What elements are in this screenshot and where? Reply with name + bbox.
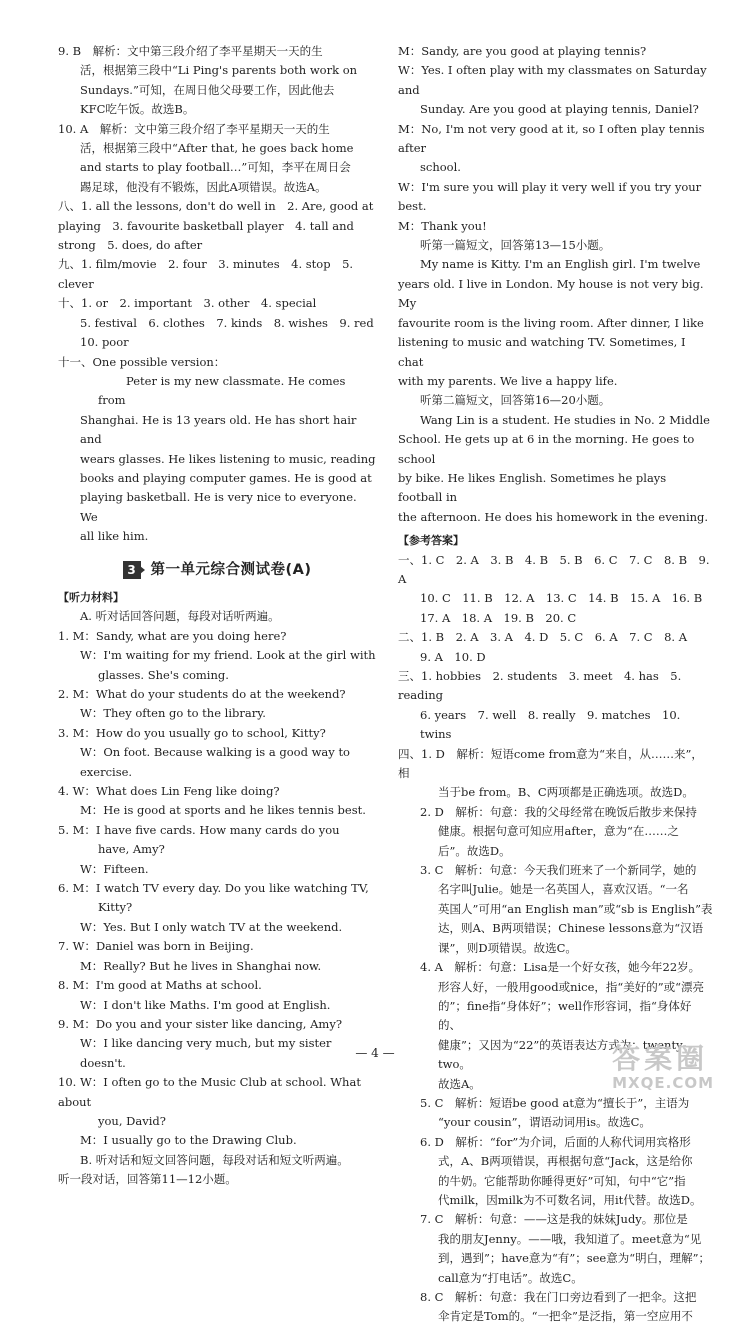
answer-key [398,551,714,1327]
text-line: My name is Kitty. I'm an English girl. I'm twelve [420,257,701,272]
text-line: 听第二篇短文，回答第16—20小题。 [420,393,611,408]
watermark-logo [612,1044,714,1093]
text-line: 活，根据第三段中“After that, he goes back home [80,141,354,156]
text-line: call意为“打电话”。故选C。 [438,1270,583,1285]
text-line: wears glasses. He likes listening to music, reading [80,451,376,466]
text-line: 十、1. or 2. important 3. other 4. special [58,296,317,311]
text-line: W：Yes. I often play with my classmates on Saturday and [398,63,707,97]
text-line: 达，则A、B两项错误；Chinese lessons意为“汉语 [438,921,704,936]
text-line: School. He gets up at 6 in the morning. He goes to school [398,432,695,466]
text-line: A. 听对话回答问题，每段对话听两遍。 [80,609,280,624]
text-line: M：Sandy, are you good at playing tennis? [398,44,647,58]
answer-key-heading: 【参考答案】 [398,534,464,548]
text-line: 后”。故选D。 [438,843,511,858]
text-line: 听一段对话，回答第11—12小题。 [58,1172,237,1187]
text-line: Sunday. Are you good at playing tennis, Daniel? [420,102,699,117]
text-line: 伞肯定是Tom的。“一把伞”是泛指，第一空应用不 [438,1309,693,1324]
text-line: playing basketball. He is very nice to everyone. We [80,490,357,524]
text-line: 9. B 解析：文中第三段介绍了李平星期天一天的生 [58,44,323,58]
text-line: 形容人好，一般用good或nice，指“美好的”或“漂亮 [438,979,705,994]
listening-transcript-continued [398,42,714,527]
text-line: 当于be from。B、C两项都是正确选项。故选D。 [438,785,694,800]
text-line: 9. A 10. D [420,649,486,664]
text-line: 10. C 11. B 12. A 13. C 14. B 15. A 16. B [420,591,703,606]
text-line: W：I like dancing very much, but my sister doesn't. [80,1036,332,1070]
text-line: favourite room is the living room. After dinner, I like [398,315,704,330]
text-line: 2. D 解析：句意：我的父母经常在晚饭后散步来保持 [420,804,697,819]
text-line: B. 听对话和短文回答问题，每段对话和短文听两遍。 [80,1152,349,1167]
text-line: 3. C 解析：句意：今天我们班来了一个新同学，她的 [420,863,697,878]
text-line: M：I usually go to the Drawing Club. [80,1133,297,1148]
text-line: W：On foot. Because walking is a good way to exercise. [80,745,350,779]
text-line: M：Thank you! [398,218,487,233]
text-line: 6. M：I watch TV every day. Do you like watching TV, [58,881,369,896]
text-line: 8. M：I'm good at Maths at school. [58,978,262,993]
text-line: 二、1. B 2. A 3. A 4. D 5. C 6. A 7. C 8. A [398,630,688,645]
text-line: “your cousin”，谓语动词用is。故选C。 [438,1115,651,1130]
text-line: 3. M：How do you usually go to school, Kitty? [58,725,326,740]
text-line: 8. C 解析：句意：我在门口旁边看到了一把伞。这把 [420,1290,697,1304]
text-line: 听第一篇短文，回答第13—15小题。 [420,238,611,253]
text-line: M：No, I'm not very good at it, so I often play tennis after [398,121,705,156]
watermark-url: MXQE.COM [612,1074,714,1092]
text-line: 10. W：I often go to the Music Club at school. What about [58,1075,361,1109]
left-answers-continued [58,42,376,547]
text-line: 9. M：Do you and your sister like dancing, Amy? [58,1016,342,1031]
text-line: 6. years 7. well 8. really 9. matches 10. twins [420,707,681,742]
text-line: 我的朋友Jenny。——哦，我知道了。meet意为“见 [438,1231,702,1246]
text-line: 7. W：Daniel was born in Beijing. [58,939,254,954]
text-line: Wang Lin is a student. He studies in No. 2 Middle [420,412,710,427]
listening-material-heading: 【听力材料】 [58,590,124,604]
text-line: Peter is my new classmate. He comes from [98,373,346,408]
listening-transcript [58,607,376,1189]
text-line: W：I don't like Maths. I'm good at English. [80,997,331,1012]
text-line: 4. W：What does Lin Feng like doing? [58,784,280,799]
text-line: 10. poor [80,335,129,350]
text-line: 10. A 解析：文中第三段介绍了李平星期天一天的生 [58,121,330,136]
text-line: 课”，则D项错误。故选C。 [438,940,577,955]
text-line: 5. C 解析：短语be good at意为“擅长于”，主语为 [420,1095,690,1110]
text-line: 7. C 解析：句意：——这是我的妹妹Judy。那位是 [420,1212,688,1227]
text-line: 活，根据第三段中“Li Ping's parents both work on [80,63,358,78]
text-line: 的牛奶。它能帮助你睡得更好”可知，句中“它”指 [438,1173,686,1188]
text-line: 名字叫Julie。她是一名英国人，喜欢汉语。“一名 [438,882,689,897]
text-line: W：They often go to the library. [80,706,266,721]
text-line: 三、1. hobbies 2. students 3. meet 4. has 5. reading [398,669,682,703]
text-line: Shanghai. He is 13 years old. He has short hair and [80,412,357,447]
text-line: 一、1. C 2. A 3. B 4. B 5. B 6. C 7. C 8. B 9. A [398,552,710,586]
text-line: 的”；fine指“身体好”；well作形容词，指“身体好的、 [438,998,692,1033]
text-line: M：Really? But he lives in Shanghai now. [80,958,322,973]
text-line: M：He is good at sports and he likes tennis best. [80,803,366,818]
text-line: strong 5. does, do after [58,238,203,253]
text-line: 到，遇到”；have意为“有”；see意为“明白，理解”； [438,1251,710,1266]
left-column [58,42,376,1190]
text-line: 2. M：What do your students do at the weekend? [58,687,346,701]
text-line: 健康。根据句意可知应用after，意为“在……之 [438,824,679,839]
text-line: 式，A、B两项错误，再根据句意“Jack，这是给你 [438,1154,693,1169]
text-line: W：Fifteen. [80,861,149,876]
text-line: all like him. [80,529,149,544]
text-line: you, David? [98,1113,166,1128]
text-line: and starts to play football…”可知，李平在周日会 [80,160,351,175]
text-line: 6. D 解析：“for”为介词，后面的人称代词用宾格形 [420,1134,691,1149]
section-header [58,561,376,580]
text-line: have, Amy? [98,842,165,857]
text-line: 英国人”可用“an English man”或“sb is English”表 [438,901,713,916]
text-line: 故选A。 [438,1076,481,1091]
text-line: Kitty? [98,900,133,915]
text-line: W：I'm sure you will play it very well if you try your best. [398,179,702,214]
text-line: 4. A 解析：句意：Lisa是一个好女孩，她今年22岁。 [420,960,701,975]
text-line: playing 3. favourite basketball player 4. tall and [58,218,354,233]
section-title: 第一单元综合测试卷(A) [150,561,312,578]
text-line: W：I'm waiting for my friend. Look at the girl with [80,648,376,663]
text-line: the afternoon. He does his homework in the evening. [398,509,709,524]
section-number-badge: 3 [123,561,141,579]
text-line: listening to music and watching TV. Sometimes, I chat [398,335,686,369]
text-line: by bike. He likes English. Sometimes he plays football in [398,470,667,505]
text-line: W：Yes. But I only watch TV at the weekend. [80,919,343,934]
page-number: — 4 — [355,1046,395,1060]
text-line: KFC吃午饭。故选B。 [80,102,195,117]
text-line: books and playing computer games. He is good at [80,470,372,485]
text-line: school. [420,160,461,175]
text-line: with my parents. We live a happy life. [398,373,618,388]
text-line: 八、1. all the lessons, don't do well in 2. Are, good at [58,199,374,214]
text-line: years old. I live in London. My house is not very big. My [398,276,704,311]
text-line: Sundays.”可知，在周日他父母要工作，因此他去 [80,82,335,97]
text-line: 健康”；又因为“22”的英语表达方式为：twenty-two。 [438,1037,687,1072]
text-line: 踢足球，他没有不锻炼，因此A项错误。故选A。 [80,179,327,194]
text-line: 17. A 18. A 19. B 20. C [420,610,577,625]
watermark-text: 答案圈 [612,1042,709,1075]
text-line: 5. M：I have five cards. How many cards do you [58,822,340,837]
text-line: 代milk，因milk为不可数名词，用it代替。故选D。 [438,1192,702,1207]
text-line: 四、1. D 解析：短语come from意为“来自，从……来”，相 [398,746,703,781]
text-line: 九、1. film/movie 2. four 3. minutes 4. stop 5. clever [58,257,354,291]
text-line: 5. festival 6. clothes 7. kinds 8. wishes 9. red [80,315,374,330]
text-line: 十一、One possible version： [58,354,226,369]
text-line: glasses. She's coming. [98,667,229,682]
right-column [398,42,714,1327]
text-line: 1. M：Sandy, what are you doing here? [58,628,287,643]
